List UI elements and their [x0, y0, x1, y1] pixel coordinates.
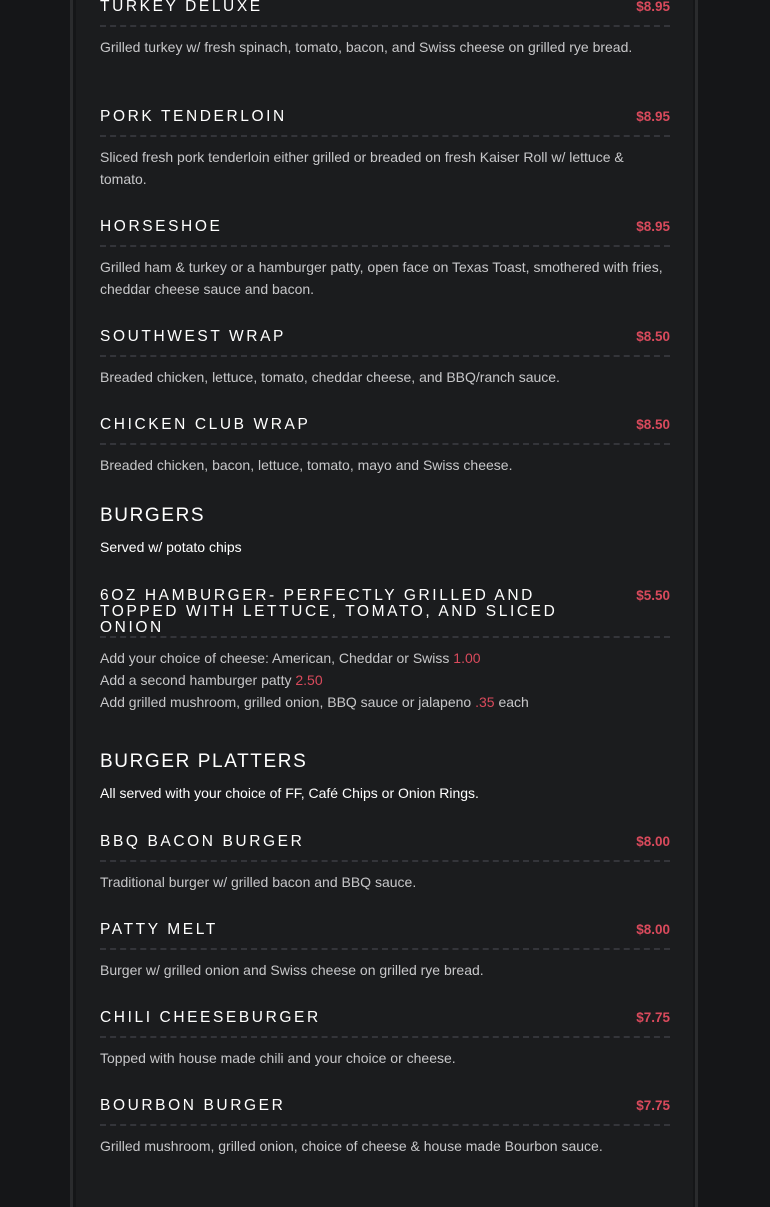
item-price: $8.00 — [636, 834, 670, 849]
menu-item-bourbon-burger — [100, 1098, 670, 1157]
addon-line — [100, 669, 670, 691]
item-header — [100, 329, 670, 357]
item-name: SOUTHWEST WRAP — [100, 328, 286, 345]
item-header — [100, 219, 670, 247]
item-name: 6OZ HAMBURGER- PERFECTLY GRILLED AND TOPPED WITH LETTUCE, TOMATO, AND SLICED ONION — [100, 587, 558, 636]
item-description: Grilled ham & turkey or a hamburger patty, open face on Texas Toast, smothered with fries, cheddar cheese sauce and bacon. — [100, 259, 663, 297]
item-price: $8.95 — [636, 109, 670, 124]
left-border — [70, 0, 73, 1207]
item-name: CHICKEN CLUB WRAP — [100, 416, 311, 433]
menu-item-chicken-club-wrap — [100, 417, 670, 476]
item-price: $7.75 — [636, 1098, 670, 1113]
addon-text: Add your choice of cheese: American, Cheddar or Swiss — [100, 650, 450, 666]
menu-item-patty-melt — [100, 922, 670, 981]
menu-item-chili-cheeseburger — [100, 1010, 670, 1069]
item-description: Traditional burger w/ grilled bacon and BBQ sauce. — [100, 874, 417, 890]
item-description: Breaded chicken, bacon, lettuce, tomato, mayo and Swiss cheese. — [100, 457, 513, 473]
item-price: $5.50 — [636, 588, 670, 603]
addon-price: 2.50 — [295, 672, 323, 688]
item-description: Sliced fresh pork tenderloin either grilled or breaded on fresh Kaiser Roll w/ lettuce & tomato. — [100, 149, 624, 187]
addon-line — [100, 647, 670, 669]
item-name: PORK TENDERLOIN — [100, 108, 287, 125]
addon-line — [100, 691, 670, 713]
menu-item-horseshoe — [100, 219, 670, 300]
item-name: TURKEY DELUXE — [100, 0, 263, 15]
addon-price: .35 — [475, 694, 495, 710]
item-header — [100, 0, 670, 27]
item-price: $8.95 — [636, 0, 670, 14]
addon-text: Add grilled mushroom, grilled onion, BBQ sauce or jalapeno — [100, 694, 472, 710]
item-price: $8.50 — [636, 329, 670, 344]
item-description: Topped with house made chili and your choice or cheese. — [100, 1050, 456, 1066]
item-header — [100, 417, 670, 445]
item-price: $8.00 — [636, 922, 670, 937]
menu-item-pork-tenderloin — [100, 109, 670, 190]
item-name: BOURBON BURGER — [100, 1097, 286, 1114]
right-border — [695, 0, 698, 1207]
item-header — [100, 1098, 670, 1126]
item-name: PATTY MELT — [100, 921, 218, 938]
item-header — [100, 1010, 670, 1038]
item-description: Grilled turkey w/ fresh spinach, tomato, bacon, and Swiss cheese on grilled rye bread. — [100, 39, 633, 55]
menu-panel — [76, 0, 693, 1207]
item-price: $7.75 — [636, 1010, 670, 1025]
section-subtitle-burger-platters: All served with your choice of FF, Café Chips or Onion Rings. — [100, 785, 479, 801]
item-header — [100, 834, 670, 862]
section-title-burger-platters: BURGER PLATTERS — [100, 751, 308, 772]
item-price: $8.95 — [636, 219, 670, 234]
item-price: $8.50 — [636, 417, 670, 432]
addon-suffix: each — [498, 694, 529, 710]
item-description: Grilled mushroom, grilled onion, choice of cheese & house made Bourbon sauce. — [100, 1138, 603, 1154]
item-header — [100, 922, 670, 950]
item-name: CHILI CHEESEBURGER — [100, 1009, 321, 1026]
menu-item-southwest-wrap — [100, 329, 670, 388]
section-subtitle-burgers: Served w/ potato chips — [100, 539, 242, 555]
item-description: Burger w/ grilled onion and Swiss cheese on grilled rye bread. — [100, 962, 484, 978]
item-header — [100, 588, 670, 638]
menu-item-bbq-bacon-burger — [100, 834, 670, 893]
addon-text: Add a second hamburger patty — [100, 672, 292, 688]
addon-list — [100, 647, 670, 713]
menu-item-turkey-deluxe — [100, 0, 670, 58]
section-title-burgers: BURGERS — [100, 505, 206, 526]
item-header — [100, 109, 670, 137]
menu-item-hamburger — [100, 588, 670, 713]
item-description: Breaded chicken, lettuce, tomato, cheddar cheese, and BBQ/ranch sauce. — [100, 369, 560, 385]
item-name: BBQ BACON BURGER — [100, 833, 305, 850]
item-name: HORSESHOE — [100, 218, 223, 235]
addon-price: 1.00 — [453, 650, 481, 666]
